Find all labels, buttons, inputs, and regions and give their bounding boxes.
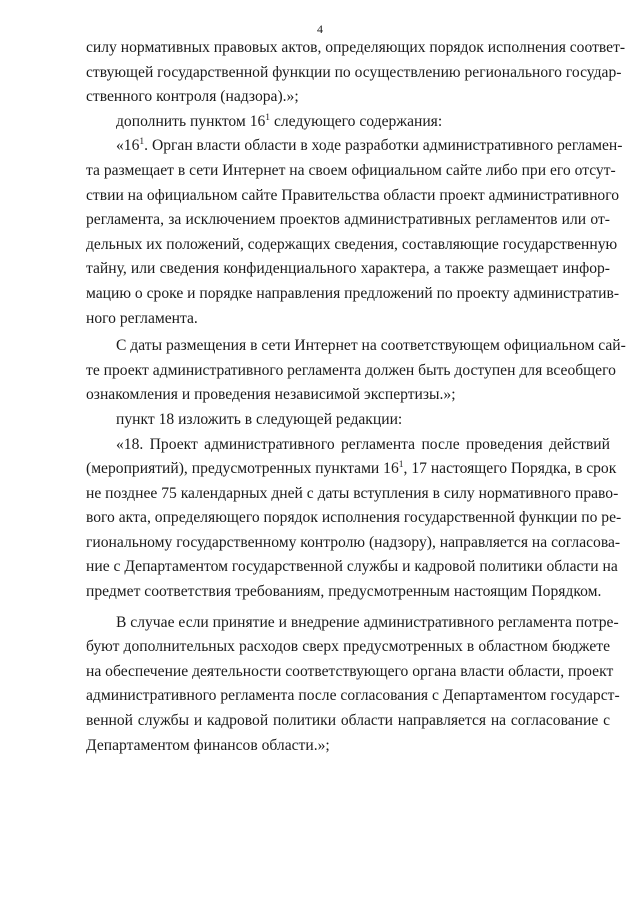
text-line: венной службы и кадровой политики области направляется на согласование с [86, 712, 610, 730]
superscript: 1 [139, 137, 145, 148]
text-line: Департаментом финансов области.»; [86, 736, 330, 754]
text-line: ознакомления и проведения независимой экспертизы.»; [86, 386, 456, 404]
text-line: те проект административного регламента должен быть доступен для всеобщего [86, 361, 616, 379]
paragraph [86, 611, 620, 759]
text-line: ние с Департаментом государственной службы и кадровой политики области на [86, 558, 618, 576]
document-body [86, 36, 626, 758]
text-line: дополнить пунктом $16^1$ следующего содержания: [116, 112, 443, 130]
paragraph [86, 36, 626, 110]
text-line: пункт 18 изложить в следующей редакции: [116, 410, 403, 428]
text-line: мацию о сроке и порядке направления предложений по проекту административ- [86, 284, 620, 302]
text-line: буют дополнительных расходов сверх предусмотренных в областном бюджете [86, 638, 610, 656]
text-line: дельных их положений, содержащих сведения, составляющие государственную [86, 235, 618, 253]
paragraph [86, 134, 623, 331]
page-number: 4 [317, 22, 323, 36]
text-line: ствии на официальном сайте Правительства области проект административного [86, 186, 620, 204]
paragraph [86, 334, 626, 408]
text-line: тайну, или сведения конфиденциального характера, а также размещает инфор- [86, 260, 610, 278]
text-line: С даты размещения в сети Интернет на соответствующем официальном сай- [116, 337, 626, 355]
text-line: ного регламента. [86, 309, 198, 327]
superscript: 1 [398, 460, 404, 471]
text-line: на обеспечение деятельности соответствующего органа власти области, проект [86, 662, 614, 680]
text-line: не позднее 75 календарных дней с даты вступления в силу нормативного право- [86, 484, 619, 502]
paragraph [86, 433, 622, 605]
text-line: гиональному государственному контролю (надзору), направляется на согласова- [86, 533, 621, 551]
text-line: та размещает в сети Интернет на своем официальном сайте либо при его отсут- [86, 161, 616, 179]
text-line: регламента, за исключением проектов административных регламентов или от- [86, 211, 610, 229]
text-line: В случае если принятие и внедрение административного регламента потре- [116, 613, 619, 631]
text-line: предмет соответствия требованиям, предусмотренным настоящим Порядком. [86, 583, 602, 601]
superscript: 1 [265, 112, 271, 123]
text-line: силу нормативных правовых актов, определяющих порядок исполнения соответ- [86, 39, 626, 56]
text-line: административного регламента после согласования с Департаментом государст- [86, 687, 620, 705]
text-line: «18. Проект административного регламента после проведения действий [116, 435, 610, 453]
text-line: (мероприятий), предусмотренных пунктами $16^1$, 17 настоящего Порядка, в срок [86, 460, 617, 478]
text-line: ственного контроля (надзора).»; [86, 88, 299, 106]
text-line: ствующей государственной функции по осуществлению регионального государ- [86, 63, 622, 81]
paragraph [86, 408, 610, 433]
paragraph [86, 110, 610, 135]
text-line: «$16^1$. Орган власти области в ходе разработки административного регламен- [116, 137, 623, 155]
text-line: вого акта, определяющего порядок исполнения государственной функции по ре- [86, 509, 622, 527]
